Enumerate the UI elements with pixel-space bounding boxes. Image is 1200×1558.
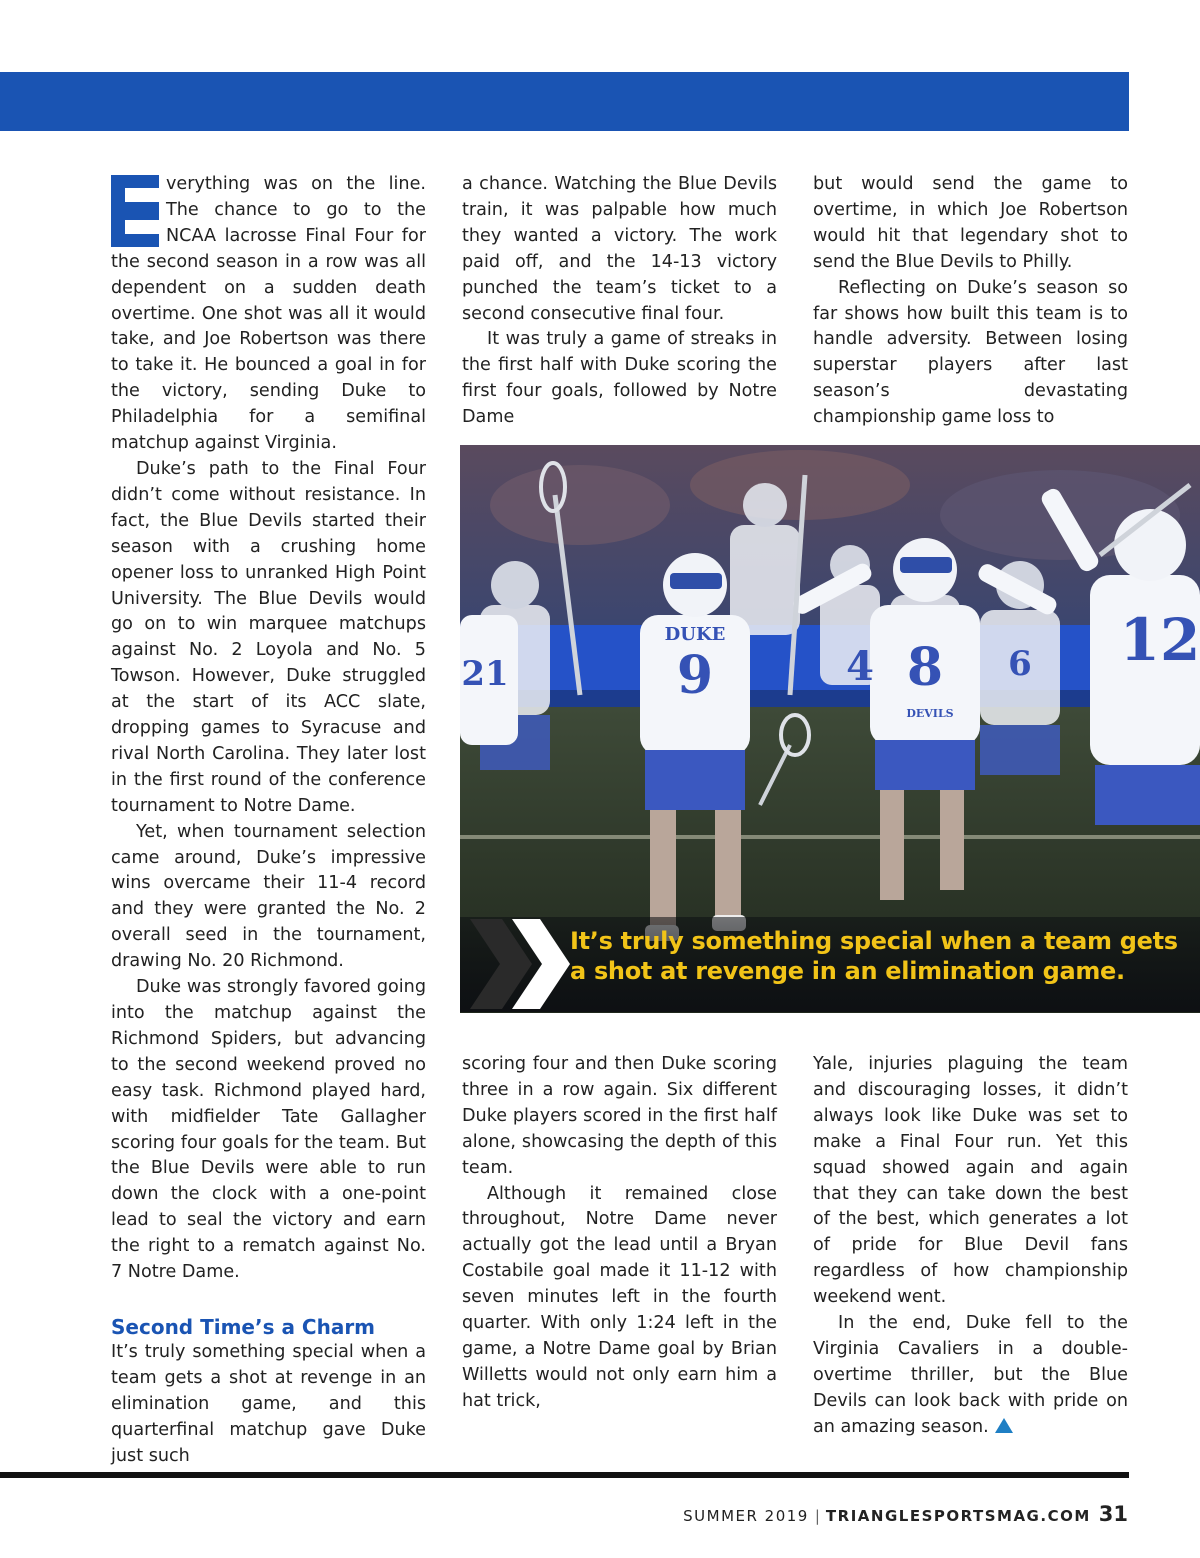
issue-season: SUMMER 2019 (683, 1507, 809, 1525)
jersey-text: DUKE (664, 624, 726, 645)
paragraph-text: In the end, Duke fell to the Virginia Cavaliers in a double-overtime thriller, but the Blue Devils can look back with pride on an amazing season. (813, 1313, 1128, 1437)
pullquote: It’s truly something special when a team gets a shot at revenge in an elimination game. (570, 927, 1178, 985)
jersey-number: 9 (676, 645, 714, 706)
end-mark-triangle-icon (995, 1418, 1013, 1433)
article-paragraph: It was truly a game of streaks in the first half with Duke scoring the first four goals, followed by Notre Dame (462, 329, 777, 428)
article-paragraph: Although it remained close throughout, Notre Dame never actually got the lead until a Bryan Costabile goal made it 11-12 with seven minutes left in the fourth quarter. With only 1:24 left in the game, a Notre Dame goal by Brian Willetts would not only earn him a hat trick, (462, 1183, 777, 1411)
article-paragraph: Yet, when tournament selection came around, Duke’s impressive wins overcame their 11-4 record and they were granted the No. 2 overall seed in the tournament, drawing No. 20 Richmond. (111, 821, 426, 972)
section-subheading: Second Time’s a Charm (111, 1314, 376, 1339)
article-paragraph: but would send the game to overtime, in which Joe Robertson would hit that legendary shot to send the Blue Devils to Philly. (813, 174, 1128, 272)
jersey-number: 12 (1119, 606, 1200, 674)
article-column-2-bottom (462, 1052, 777, 1415)
website-name: TRIANGLESPORTSMAG.COM (825, 1507, 1091, 1525)
article-paragraph: Reflecting on Duke’s season so far shows how built this team is to handle adversity. Between losing superstar players after last season’s devastating championship game loss to (813, 277, 1128, 428)
article-paragraph: Duke was strongly favored going into the matchup against the Richmond Spiders, but advancing to the second weekend proved no easy task. Richmond played hard, with midfielder Tate Gallagher scoring four goals for the team. But the Blue Devils were able to run down the clock with a one-point lead to seal the victory and earn the right to a rematch against No. 7 Notre Dame. (111, 977, 426, 1283)
page-number: 31 (1098, 1502, 1128, 1526)
chevron-icon (460, 919, 572, 1009)
drop-cap-e (111, 175, 159, 247)
jersey-text: DEVILS (906, 707, 954, 720)
paragraph-text: verything was on the line. The chance to go to the NCAA lacrosse Final Four for the second season in a row was all dependent on a sudden death overtime. One shot was all it would take, and Joe Robertson was there to take it. He bounced a goal in for the victory, sending Duke to Philadelphia for a semifinal matchup against Virginia. (111, 174, 426, 454)
article-paragraph: a chance. Watching the Blue Devils train, it was palpable how much they wanted a victory. The work paid off, and the 14-13 victory punched the team’s ticket to a second consecutive final four. (462, 174, 777, 324)
article-paragraph: scoring four and then Duke scoring three in a row again. Six different Duke players scored in the first half alone, showcasing the depth of this team. (462, 1054, 777, 1178)
article-column-3-top (813, 172, 1128, 431)
footer-rule (0, 1472, 1129, 1478)
jersey-number: 6 (1008, 644, 1032, 684)
top-color-band (0, 72, 1129, 131)
article-paragraph: Yale, injuries plaguing the team and discouraging losses, it didn’t always look like Duke was set to make a Final Four run. Yet this squad showed again and again that they can take down the best of the best, which generates a lot of pride for Blue Devil fans regardless of how championship weekend went. (813, 1054, 1128, 1308)
article-paragraph (813, 1311, 1128, 1441)
article-paragraph: It’s truly something special when a team gets a shot at revenge in an elimination game, and this quarterfinal matchup gave Duke just such (111, 1341, 426, 1466)
article-paragraph (111, 172, 426, 457)
jersey-number: 4 (846, 643, 874, 690)
article-column-2-top (462, 172, 777, 431)
article-column-1 (111, 172, 426, 1470)
page-footer (683, 1502, 1128, 1526)
article-paragraph: Duke’s path to the Final Four didn’t come without resistance. In fact, the Blue Devils started their season with a crushing home opener loss to unranked High Point University. The Blue Devils would go on to win marquee matchups against No. 2 Loyola and No. 5 Towson. However, Duke struggled at the start of its ACC slate, dropping games to Syracuse and rival North Carolina. They later lost in the first round of the conference tournament to Notre Dame. (111, 458, 426, 816)
footer-separator: | (814, 1507, 820, 1525)
jersey-number: 8 (906, 637, 944, 698)
jersey-number: 21 (461, 654, 509, 694)
article-column-3-bottom (813, 1052, 1128, 1441)
